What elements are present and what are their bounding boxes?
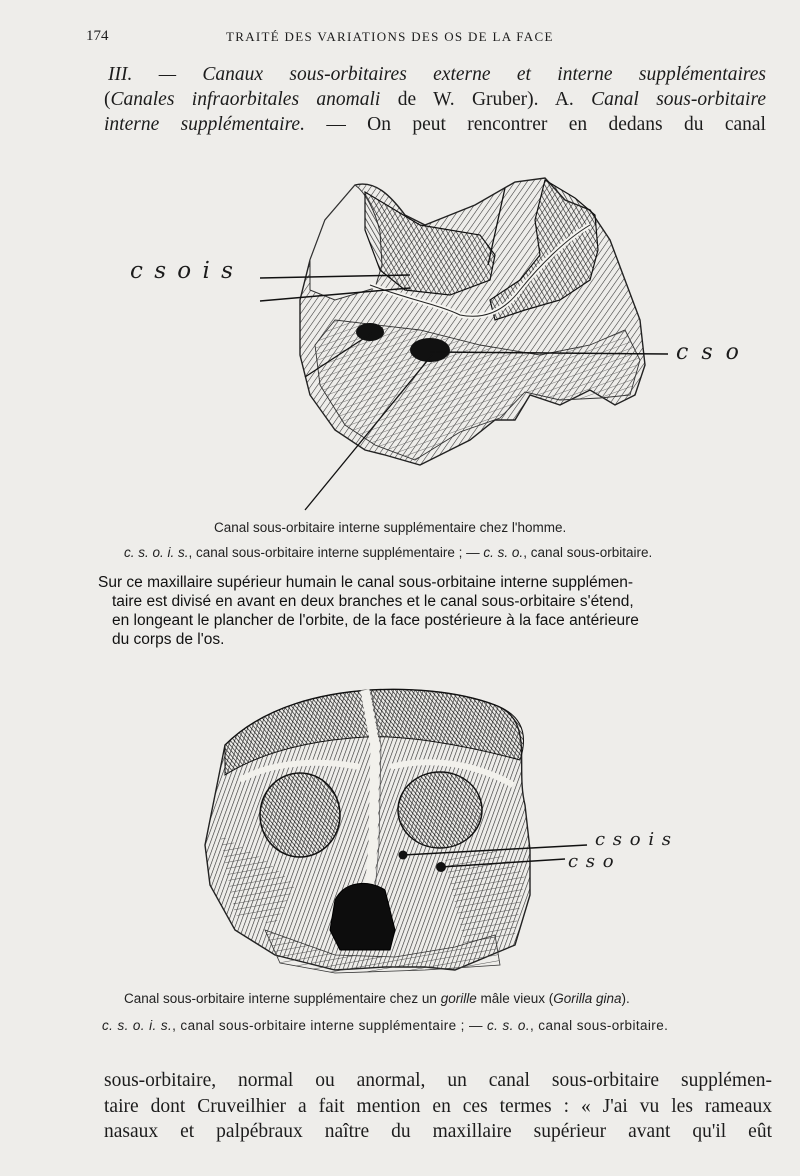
figure-human-maxilla — [120, 170, 760, 520]
figure1-caption: Canal sous-orbitaire interne supplémentaire chez l'homme. — [214, 520, 567, 535]
figure2-legend: c. s. o. i. s., canal sous-orbitaire interne supplémentaire ; — c. s. o., canal sous-orbitaire. — [102, 1018, 669, 1033]
body-paragraph: Sur ce maxillaire supérieur humain le canal sous-orbitaine interne supplémen- taire est divisé en avant en deux branches et le canal sous-orbitaire s'étend, en longeant le plancher de l'orbite, de la face postérieure à la face antérieure du corps de l'os. — [98, 574, 639, 648]
closing-paragraph: sous-orbitaire, normal ou anormal, un canal sous-orbitaire supplémen- taire dont Cruveilhier a fait mention en ces termes : « J'ai vu les rameaux nasaux et palpébraux naître du maxillaire supérieur avant qu'il eût — [104, 1070, 772, 1142]
figure2-caption: Canal sous-orbitaire interne supplémentaire chez un gorille mâle vieux (Gorilla gina). — [124, 991, 630, 1006]
latin-name: Canales infraorbitales anomali — [110, 89, 381, 110]
running-title: TRAITÉ DES VARIATIONS DES OS DE LA FACE — [226, 29, 554, 44]
label-csois: c s o i s — [130, 258, 235, 284]
maxilla-illustration — [120, 170, 760, 520]
label-cso: c s o — [568, 851, 615, 872]
page-number: 174 — [86, 28, 109, 44]
label-cso: c s o — [676, 340, 742, 365]
running-head — [86, 28, 766, 50]
intro-paragraph: III. — Canaux sous-orbitaires externe et interne supplémentaires (Canales infraorbitales anomali de W. Gruber). A. Canal sous-orbitaire interne supplémentaire. — On peut rencontrer en dedans du canal — [104, 64, 766, 135]
label-csois: c s o i s — [595, 829, 673, 850]
section-heading: III. — Canaux sous-orbitaires externe et interne supplémentaires — [108, 64, 766, 85]
figure-gorilla-skull — [195, 685, 675, 975]
figure1-legend: c. s. o. i. s., canal sous-orbitaire interne supplémentaire ; — c. s. o., canal sous-orbitaire. — [124, 545, 653, 560]
